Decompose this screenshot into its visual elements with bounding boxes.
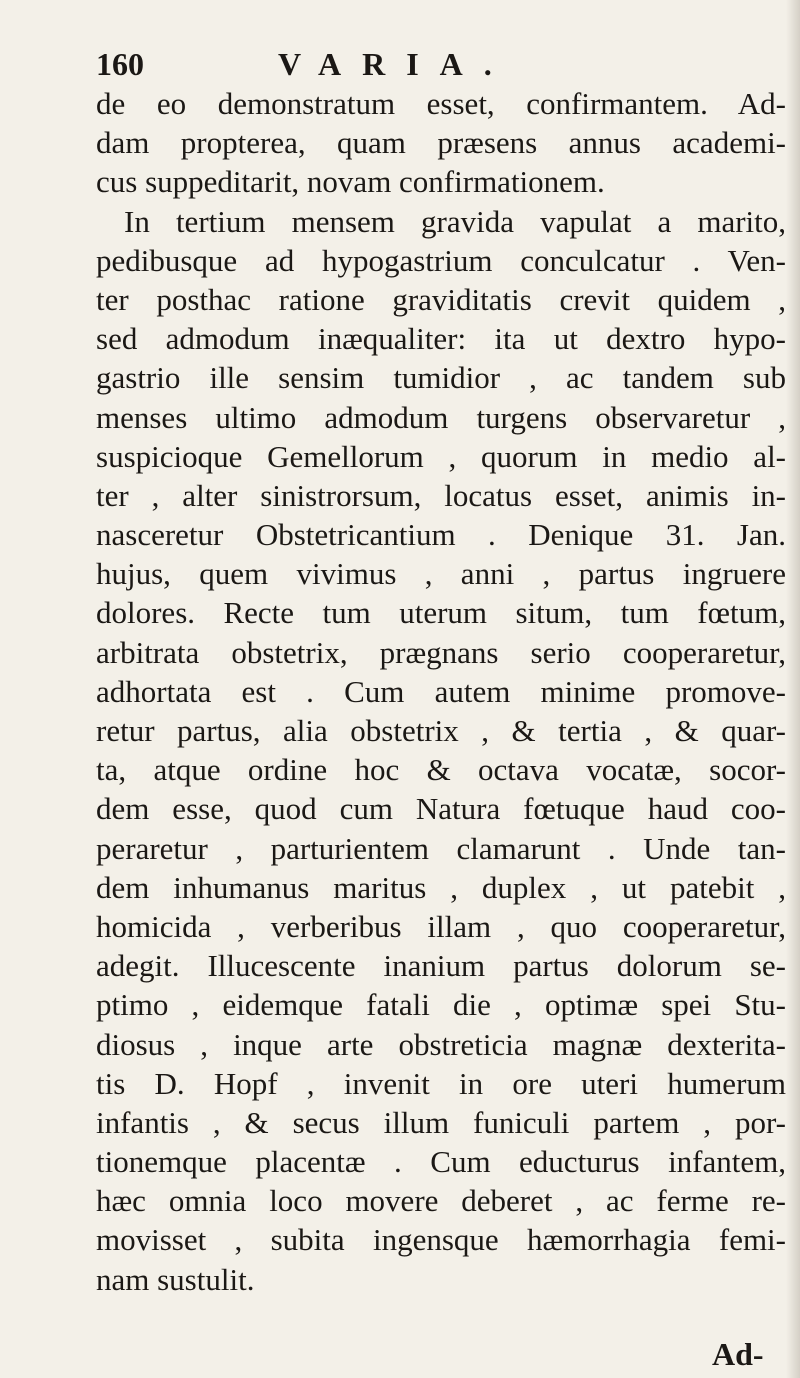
text-line: hujus, quem vivimus , anni , partus ingruere [96, 556, 786, 592]
body-text [96, 84, 786, 1299]
text-line: peraretur , parturientem clamarunt . Unde tan- [96, 830, 786, 866]
text-line: dam propterea, quam præsens annus academi- [96, 125, 786, 161]
text-line: menses ultimo admodum turgens observaretur , [96, 399, 786, 435]
text-line: ptimo , eidemque fatali die , optimæ spei Stu- [96, 987, 786, 1023]
page-number: 160 [96, 46, 144, 82]
text-line: movisset , subita ingensque hæmorrhagia femi- [96, 1222, 786, 1258]
text-line: infantis , & secus illum funiculi partem , por- [96, 1104, 786, 1140]
running-head: VARIA. [278, 46, 513, 82]
text-line: diosus , inque arte obstreticia magnæ dexterita- [96, 1026, 786, 1062]
text-line: dem inhumanus maritus , duplex , ut patebit , [96, 869, 786, 905]
text-line: gastrio ille sensim tumidior , ac tandem sub [96, 360, 786, 396]
text-line: suspicioque Gemellorum , quorum in medio al- [96, 438, 786, 474]
text-line: pedibusque ad hypogastrium conculcatur . Ven- [96, 242, 786, 278]
text-line: nam sustulit. [96, 1261, 255, 1297]
text-line: nasceretur Obstetricantium . Denique 31. Jan. [96, 517, 786, 553]
text-line: In tertium mensem gravida vapulat a marito, [124, 203, 786, 239]
text-line: ta, atque ordine hoc & octava vocatæ, socor- [96, 752, 786, 788]
text-line: cus suppeditarit, novam confirmationem. [96, 164, 605, 200]
text-line: retur partus, alia obstetrix , & tertia , & quar- [96, 713, 786, 748]
text-line: ter , alter sinistrorsum, locatus esset, animis in- [96, 477, 786, 513]
text-line: adegit. Illucescente inanium partus dolorum se- [96, 948, 786, 984]
text-line: de eo demonstratum esset, confirmantem. Ad- [96, 86, 786, 121]
text-line: homicida , verberibus illam , quo cooperaretur, [96, 908, 786, 944]
text-line: hæc omnia loco movere deberet , ac ferme re- [96, 1183, 786, 1219]
text-line: arbitrata obstetrix, prægnans serio cooperaretur, [96, 634, 786, 670]
text-line: sed admodum inæqualiter: ita ut dextro hypo- [96, 321, 786, 357]
text-line: dolores. Recte tum uterum situm, tum fœtum, [96, 595, 786, 631]
text-line: adhortata est . Cum autem minime promove- [96, 673, 786, 709]
page-edge-shadow [786, 0, 800, 1378]
text-line: tionemque placentæ . Cum educturus infantem, [96, 1144, 786, 1180]
catchword: Ad- [712, 1336, 764, 1372]
text-line: ter posthac ratione graviditatis crevit quidem , [96, 281, 786, 317]
page-header [96, 46, 656, 86]
text-line: tis D. Hopf , invenit in ore uteri humerum [96, 1065, 786, 1101]
text-line: dem esse, quod cum Natura fœtuque haud coo- [96, 791, 786, 827]
